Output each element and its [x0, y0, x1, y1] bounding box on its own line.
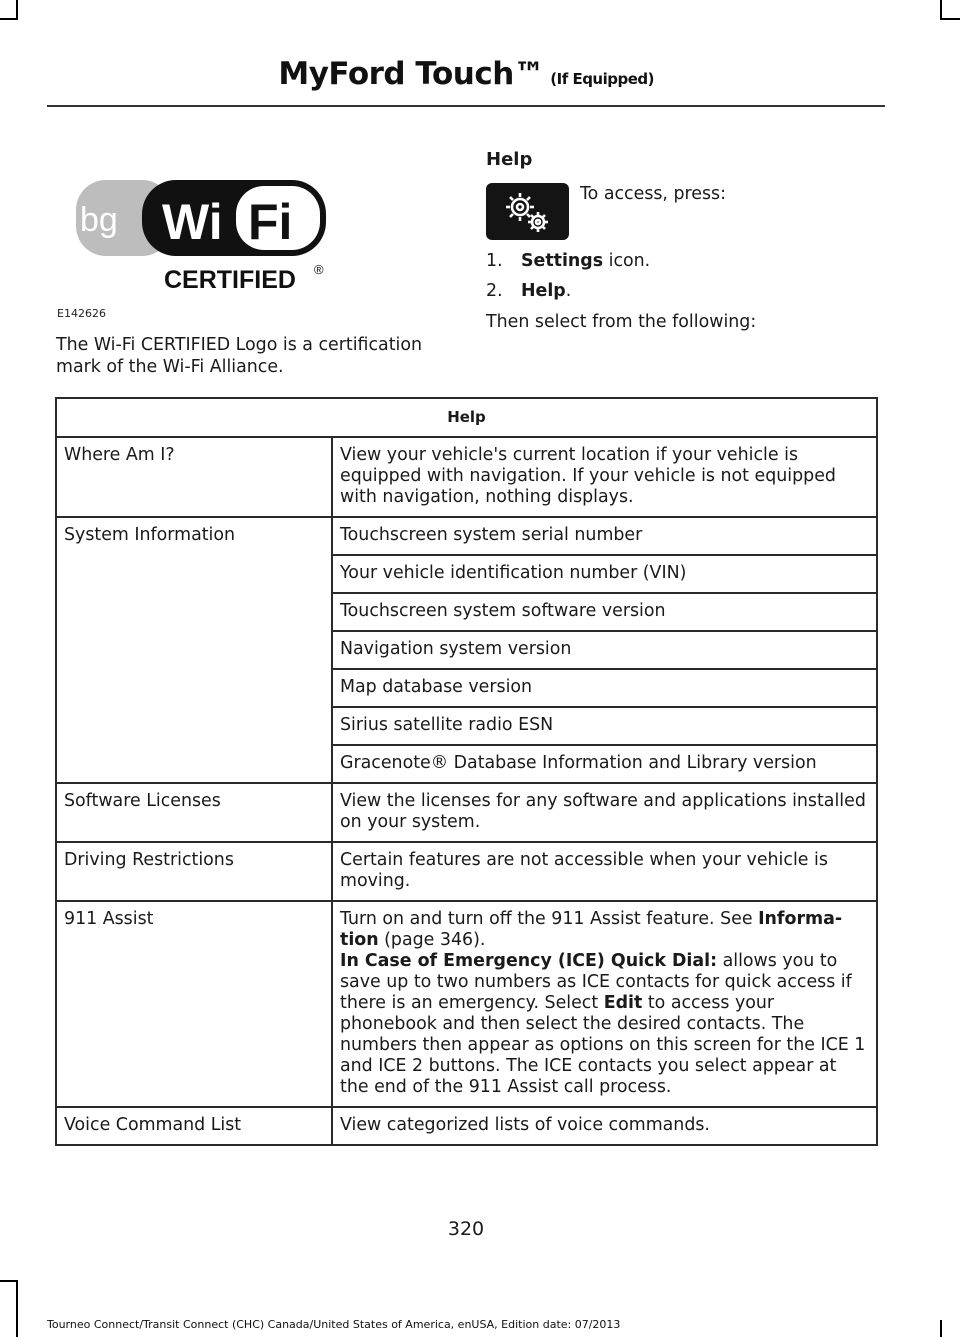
row-label: 911 Assist: [56, 901, 332, 1107]
access-instruction: To access, press:: [580, 184, 726, 204]
figure-code: E142626: [57, 307, 106, 320]
page-title: [278, 56, 654, 92]
crop-mark: [0, 1280, 18, 1282]
row-description: Certain features are not accessible when your vehicle is moving.: [332, 842, 877, 901]
logo-fi: Fi: [248, 194, 293, 250]
edit-label: Edit: [603, 993, 643, 1013]
help-table: [55, 397, 878, 1146]
step-number: 2.: [486, 281, 503, 301]
crop-mark: [940, 1320, 942, 1337]
table-row: [56, 437, 877, 517]
table-header: Help: [56, 398, 877, 437]
crop-mark: [0, 18, 18, 20]
row-description: View your vehicle's current location if your vehicle is equipped with navigation. If your vehicle is not equipped with navigation, nothing displays.: [332, 437, 877, 517]
row-description: Touchscreen system software version: [332, 593, 877, 631]
ice-text: allows you to save up to two numbers as ICE contacts for quick access if there is an emergency. Select: [340, 951, 852, 1013]
row-label: Driving Restrictions: [56, 842, 332, 901]
step-2: [486, 281, 571, 301]
logo-caption: The Wi-Fi CERTIFIED Logo is a certification mark of the Wi-Fi Alliance.: [56, 335, 423, 377]
row-description: Touchscreen system serial number: [332, 517, 877, 555]
step-suffix: icon.: [603, 251, 651, 271]
gear-icon: [486, 183, 569, 240]
step-suffix: .: [565, 281, 572, 301]
row-description: [332, 901, 877, 1107]
row-description: View categorized lists of voice commands.: [332, 1107, 877, 1145]
logo-wi: Wi: [162, 194, 223, 250]
crop-mark: [940, 0, 942, 20]
row-description: Gracenote® Database Information and Library version: [332, 745, 877, 783]
logo-certified: CERTIFIED: [164, 266, 296, 294]
logo-prefix: bg: [80, 201, 118, 239]
row-label: Software Licenses: [56, 783, 332, 842]
settings-button-illustration: [486, 183, 569, 240]
logo-registered: ®: [314, 262, 324, 277]
row-description: Map database version: [332, 669, 877, 707]
table-row: [56, 901, 877, 1107]
table-row: [56, 842, 877, 901]
row-label: System Information: [56, 517, 332, 783]
row-description: Navigation system version: [332, 631, 877, 669]
footer-text: Tourneo Connect/Transit Connect (CHC) Canada/United States of America, enUSA, Edition date: 07/2013: [47, 1318, 621, 1331]
crop-mark: [16, 0, 18, 20]
ice-text: to access your phonebook and then select the desired contacts. The numbers then appear as options on this screen for the ICE 1 and ICE 2 buttons. The ICE contacts you select appear at the end of the 911 Assist call process.: [340, 993, 866, 1097]
table-row: [56, 517, 877, 555]
header-divider: [47, 105, 885, 107]
table-row: [56, 1107, 877, 1145]
then-instruction: Then select from the following:: [486, 312, 757, 332]
title-text: MyFord Touch™: [278, 56, 545, 92]
title-subtitle: (If Equipped): [550, 70, 654, 88]
row-label: Where Am I?: [56, 437, 332, 517]
step-1: [486, 251, 650, 271]
table-header-row: [56, 398, 877, 437]
page-reference: (page 346).: [378, 930, 486, 950]
page-number: 320: [447, 1218, 485, 1240]
help-heading: Help: [486, 149, 533, 170]
step-label: Help: [521, 281, 566, 301]
crop-mark: [940, 18, 960, 20]
row-label: Voice Command List: [56, 1107, 332, 1145]
row-description: Sirius satellite radio ESN: [332, 707, 877, 745]
ice-paragraph: [340, 951, 869, 1098]
row-description: Your vehicle identification number (VIN): [332, 555, 877, 593]
assist-text: Turn on and turn off the 911 Assist feature. See: [340, 909, 759, 929]
ice-label: In Case of Emergency (ICE) Quick Dial:: [340, 951, 718, 971]
crop-mark: [16, 1280, 18, 1337]
wifi-certified-logo: [76, 176, 336, 296]
table-row: [56, 783, 877, 842]
row-description: View the licenses for any software and applications installed on your system.: [332, 783, 877, 842]
step-label: Settings: [521, 251, 604, 271]
information-link[interactable]: Informa-tion: [340, 909, 843, 950]
step-number: 1.: [486, 251, 503, 271]
